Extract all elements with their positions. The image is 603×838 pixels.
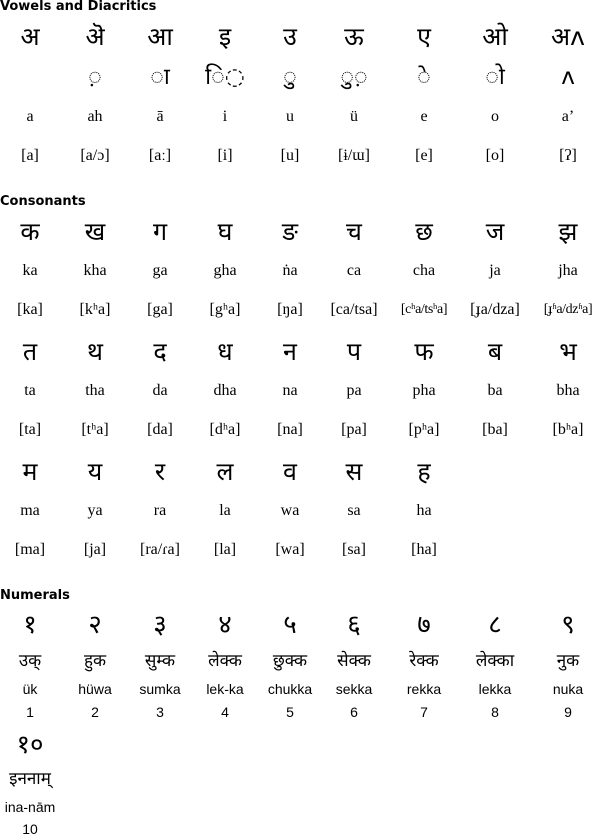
consonant-letter: व	[283, 457, 297, 486]
vowel-ipa: [i]	[217, 147, 233, 164]
vowel-letter: ऄ	[85, 22, 105, 51]
numeral-digit: 4	[221, 704, 229, 720]
consonant-romanization: pha	[412, 382, 436, 399]
vowel-letter: अ	[20, 22, 40, 51]
consonant-ipa: [kʰa]	[79, 301, 111, 318]
consonant-letter: क	[20, 217, 40, 246]
consonant-letter: ज	[485, 217, 505, 246]
vowel-diacritic: ◌ु◌़	[340, 64, 368, 90]
consonant-romanization: ba	[487, 382, 503, 399]
numeral-digit: 6	[350, 704, 358, 720]
vowel-diacritic: ◌़	[88, 64, 102, 90]
vowel-romanization: o	[491, 108, 499, 125]
consonant-ipa: [na]	[277, 421, 303, 438]
consonants-heading: Consonants	[0, 194, 86, 209]
consonant-letter: म	[22, 457, 38, 486]
consonant-letter: र	[154, 457, 166, 486]
numeral-glyph: ८	[488, 610, 502, 640]
consonant-romanization: kha	[83, 262, 107, 279]
consonant-ipa: [dʰa]	[209, 421, 241, 438]
consonant-romanization: ta	[24, 382, 36, 399]
consonant-romanization: ma	[20, 502, 40, 519]
numeral-digit: 5	[286, 704, 294, 720]
numeral-word: हुक	[83, 651, 107, 671]
vowel-diacritic: ि◌	[205, 64, 245, 90]
vowel-ipa: [o]	[485, 147, 505, 164]
consonant-ipa: [ma]	[14, 541, 46, 558]
consonant-letter: द	[153, 337, 167, 366]
consonant-letter: ङ	[282, 217, 298, 246]
vowel-letter: ऊ	[344, 22, 364, 51]
consonant-letter: थ	[87, 337, 103, 366]
numeral-glyph: १	[23, 610, 37, 640]
vowels-heading: Vowels and Diacritics	[0, 0, 157, 14]
numeral-word: उक्	[18, 651, 42, 671]
vowel-letter: इ	[218, 22, 232, 51]
consonant-ipa: [ɟa/dza]	[470, 301, 520, 318]
consonant-ipa: [la]	[213, 541, 237, 558]
consonant-letter: न	[283, 337, 297, 366]
numeral-glyph: ७	[417, 610, 431, 640]
consonant-ipa: [ga]	[147, 301, 173, 318]
vowel-ipa: [a/ɔ]	[80, 147, 110, 164]
numeral-word: नुक	[556, 651, 580, 671]
consonant-letter: ध	[217, 337, 233, 366]
consonant-romanization: na	[282, 382, 298, 399]
consonant-ipa: [sa]	[342, 541, 366, 558]
consonant-letter: स	[345, 457, 363, 486]
vowel-ipa: [aː]	[148, 147, 172, 164]
vowel-ipa: [e]	[415, 147, 433, 164]
vowel-diacritic: ◌े	[417, 64, 431, 90]
consonant-letter: य	[87, 457, 103, 486]
consonant-romanization: ha	[416, 502, 432, 519]
numeral-romanization: sumka	[139, 681, 181, 697]
consonant-romanization: la	[219, 502, 231, 519]
consonant-letter: ख	[84, 217, 106, 246]
consonant-letter: च	[346, 217, 362, 246]
consonant-ipa: [tʰa]	[81, 421, 109, 438]
consonant-letter: फ	[414, 337, 434, 366]
consonant-ipa: [gʰa]	[209, 301, 241, 318]
numeral-word: सेक्क	[337, 651, 371, 671]
numeral-romanization: nuka	[552, 681, 584, 697]
vowel-ipa: [u]	[280, 147, 300, 164]
numeral-word: सुम्क	[144, 651, 176, 671]
vowel-ipa: [ɨ/ɯ]	[338, 147, 370, 164]
vowel-letter: ओ	[482, 22, 508, 51]
numeral-glyph: ३	[153, 610, 167, 640]
consonant-romanization: cha	[412, 262, 436, 279]
consonant-romanization: da	[152, 382, 168, 399]
consonant-romanization: ka	[22, 262, 38, 279]
consonant-romanization: dha	[213, 382, 237, 399]
consonant-romanization: ja	[489, 262, 501, 279]
consonant-ipa: [ja]	[83, 541, 107, 558]
consonant-romanization: jha	[558, 262, 578, 279]
vowel-diacritic: ʌ	[561, 64, 575, 90]
vowel-romanization: e	[420, 108, 428, 125]
numeral-digit: 1	[26, 704, 34, 720]
consonant-ipa: [cʰa/tsʰa]	[400, 302, 448, 317]
numeral-glyph: १०	[16, 730, 44, 760]
numeral-romanization: hüwa	[78, 681, 112, 697]
consonant-ipa: [bʰa]	[552, 421, 584, 438]
vowel-romanization: ü	[350, 108, 358, 125]
numeral-digit: 8	[491, 704, 499, 720]
numeral-romanization: lekka	[478, 681, 512, 697]
numeral-word: रेक्क	[409, 651, 439, 671]
vowel-romanization: i	[222, 108, 228, 125]
consonant-romanization: ca	[346, 262, 362, 279]
consonant-letter: ल	[216, 457, 234, 486]
vowel-diacritic: ◌ु	[283, 64, 297, 90]
consonant-romanization: ya	[87, 502, 103, 519]
consonant-letter: ब	[487, 337, 503, 366]
numeral-glyph: ४	[218, 610, 232, 640]
vowel-letter: अʌ	[551, 22, 585, 51]
numeral-glyph: ९	[561, 610, 575, 640]
numeral-glyph: २	[88, 610, 102, 640]
consonant-romanization: ra	[153, 502, 167, 519]
consonant-letter: घ	[217, 217, 233, 246]
vowel-ipa: [ʔ]	[559, 147, 577, 164]
consonant-letter: ह	[417, 457, 431, 486]
consonant-ipa: [ha]	[411, 541, 437, 558]
vowel-romanization: u	[286, 108, 294, 125]
consonant-romanization: ṅa	[282, 262, 298, 279]
numeral-romanization: sekka	[335, 681, 373, 697]
numeral-word: लेक्का	[475, 651, 515, 671]
consonant-romanization: wa	[280, 502, 300, 519]
vowel-letter: ए	[417, 22, 431, 51]
numeral-word: इननाम्	[9, 769, 51, 789]
consonant-romanization: ga	[152, 262, 168, 279]
numeral-digit: 2	[91, 704, 99, 720]
numerals-heading: Numerals	[0, 588, 70, 603]
consonant-romanization: pa	[346, 382, 362, 399]
numeral-romanization: lek-ka	[206, 681, 244, 697]
numeral-digit: 7	[420, 704, 428, 720]
vowel-romanization: ah	[87, 108, 103, 125]
vowel-ipa: [a]	[21, 147, 39, 164]
consonant-romanization: sa	[347, 502, 361, 519]
consonant-romanization: tha	[85, 382, 105, 399]
numeral-word: लेक्क	[208, 651, 242, 671]
numeral-glyph: ६	[347, 610, 361, 640]
consonant-letter: झ	[558, 217, 578, 246]
consonant-romanization: gha	[213, 262, 237, 279]
vowel-letter: उ	[283, 22, 297, 51]
vowel-diacritic: ◌ो	[485, 64, 505, 90]
consonant-ipa: [pʰa]	[408, 421, 440, 438]
vowel-romanization: ā	[156, 108, 164, 125]
numeral-romanization: rekka	[406, 681, 442, 697]
consonant-ipa: [wa]	[275, 541, 305, 558]
consonant-letter: त	[22, 337, 38, 366]
numeral-romanization: ina-nām	[4, 799, 56, 815]
vowel-romanization: a’	[561, 108, 575, 125]
consonant-ipa: [pa]	[341, 421, 367, 438]
vowel-diacritic: ◌ा	[150, 64, 170, 90]
numeral-word: छुक्क	[272, 651, 308, 671]
consonant-letter: छ	[415, 217, 433, 246]
vowel-romanization: a	[26, 108, 34, 125]
consonant-ipa: [ka]	[17, 301, 43, 318]
numeral-digit: 9	[564, 704, 572, 720]
consonant-letter: भ	[559, 337, 577, 366]
consonant-ipa: [ca/tsa]	[330, 301, 378, 318]
vowel-letter: आ	[147, 22, 173, 51]
numeral-digit: 3	[156, 704, 164, 720]
numeral-romanization: chukka	[267, 681, 313, 697]
numeral-romanization: ük	[22, 681, 38, 697]
consonant-ipa: [ŋa]	[277, 301, 303, 318]
consonant-romanization: bha	[556, 382, 580, 399]
consonant-ipa: [ta]	[18, 421, 42, 438]
consonant-ipa: [ra/ɾa]	[140, 541, 180, 558]
consonant-letter: ग	[152, 217, 168, 246]
consonant-letter: प	[346, 337, 362, 366]
vowel-diacritic	[0, 62, 65, 92]
numeral-glyph: ५	[283, 610, 297, 640]
consonant-ipa: [da]	[147, 421, 173, 438]
consonant-ipa: [ba]	[482, 421, 508, 438]
consonant-ipa: [ɟʱa/dzʱa]	[543, 302, 593, 317]
numeral-digit: 10	[22, 821, 38, 837]
